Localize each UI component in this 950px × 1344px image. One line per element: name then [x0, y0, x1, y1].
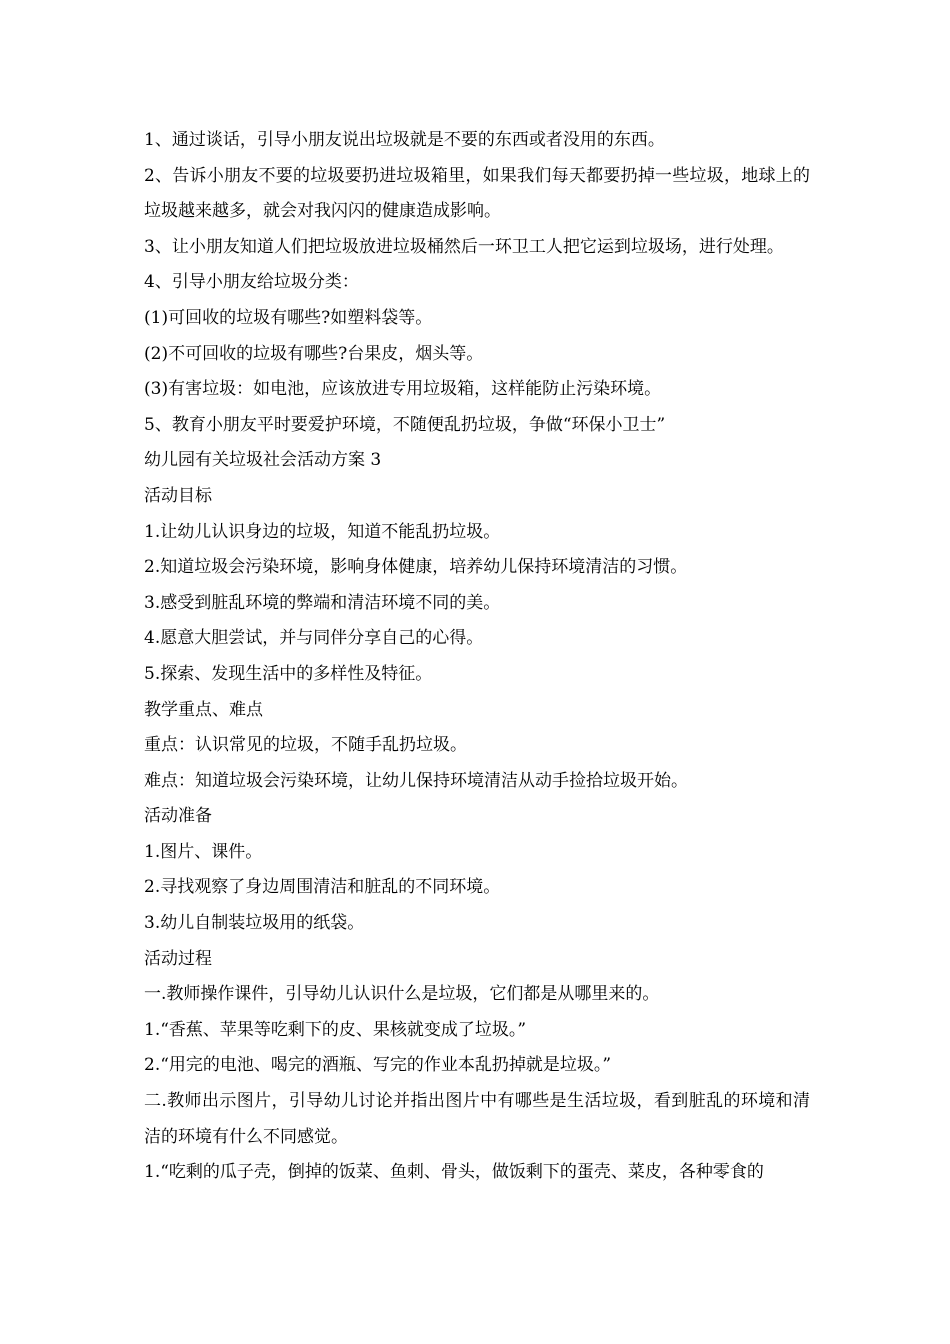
list-item: 2.寻找观察了身边周围清洁和脏乱的不同环境。: [144, 877, 501, 898]
paragraph: 重点：认识常见的垃圾，不随手乱扔垃圾。: [144, 735, 467, 756]
paragraph: 二.教师出示图片，引导幼儿讨论并指出图片中有哪些是生活垃圾，看到脏乱的环境和清洁的环境有什么不同感觉。: [144, 1091, 810, 1147]
list-item: 3.感受到脏乱环境的弊端和清洁环境不同的美。: [144, 592, 501, 613]
section-heading: 活动目标: [144, 485, 212, 506]
list-item: 5.探索、发现生活中的多样性及特征。: [144, 663, 433, 684]
paragraph: 一.教师操作课件，引导幼儿认识什么是垃圾，它们都是从哪里来的。: [144, 984, 660, 1005]
section-heading: 活动准备: [144, 806, 212, 827]
list-item: (2)不可回收的垃圾有哪些?台果皮，烟头等。: [144, 343, 484, 364]
list-item: (1)可回收的垃圾有哪些?如塑料袋等。: [144, 307, 433, 328]
document-body: [144, 123, 810, 1191]
paragraph: 1.“吃剩的瓜子壳，倒掉的饭菜、鱼刺、骨头，做饭剩下的蛋壳、菜皮，各种零食的: [144, 1162, 764, 1183]
list-item: 2.“用完的电池、喝完的酒瓶、写完的作业本乱扔掉就是垃圾。”: [144, 1055, 612, 1076]
list-item: (3)有害垃圾：如电池，应该放进专用垃圾箱，这样能防止污染环境。: [144, 379, 662, 400]
list-item: 1.图片、课件。: [144, 841, 263, 862]
section-heading: 活动过程: [144, 948, 212, 969]
list-item: 1.“香蕉、苹果等吃剩下的皮、果核就变成了垃圾。”: [144, 1019, 527, 1040]
section-heading: 教学重点、难点: [144, 699, 263, 720]
list-item: 4.愿意大胆尝试，并与同伴分享自己的心得。: [144, 628, 484, 649]
paragraph: 难点：知道垃圾会污染环境，让幼儿保持环境清洁从动手捡拾垃圾开始。: [144, 770, 688, 791]
section-title: 幼儿园有关垃圾社会活动方案 3: [144, 450, 382, 471]
paragraph: 5、教育小朋友平时要爱护环境，不随便乱扔垃圾，争做“环保小卫士”: [144, 414, 666, 435]
paragraph: 3、让小朋友知道人们把垃圾放进垃圾桶然后一环卫工人把它运到垃圾场，进行处理。: [144, 236, 784, 257]
list-item: 2.知道垃圾会污染环境，影响身体健康，培养幼儿保持环境清洁的习惯。: [144, 557, 688, 578]
paragraph: 4、引导小朋友给垃圾分类：: [144, 272, 359, 293]
paragraph: 1、通过谈话，引导小朋友说出垃圾就是不要的东西或者没用的东西。: [144, 130, 665, 150]
list-item: 1.让幼儿认识身边的垃圾，知道不能乱扔垃圾。: [144, 521, 501, 542]
paragraph: 2、告诉小朋友不要的垃圾要扔进垃圾箱里，如果我们每天都要扔掉一些垃圾，地球上的垃圾越来越多，就会对我闪闪的健康造成影响。: [144, 165, 810, 222]
list-item: 3.幼儿自制装垃圾用的纸袋。: [144, 913, 365, 934]
